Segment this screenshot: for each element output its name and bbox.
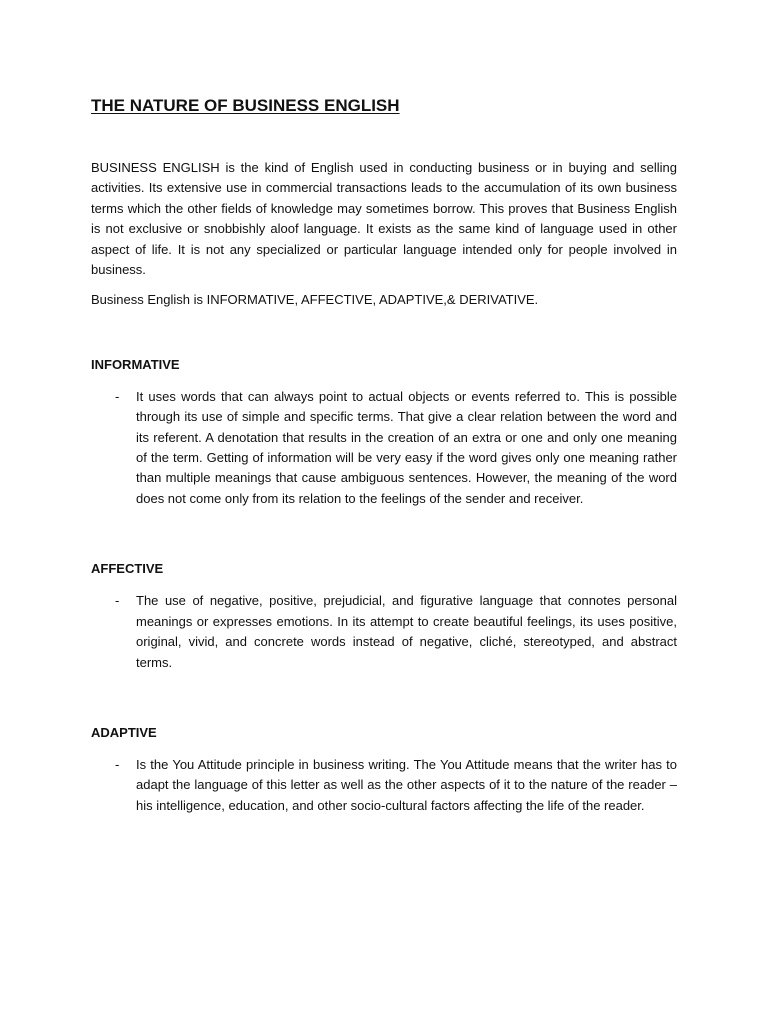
section-heading-informative: INFORMATIVE bbox=[91, 356, 180, 372]
bullet-item bbox=[91, 755, 677, 816]
bullet-item bbox=[91, 591, 677, 673]
bullet-dash: - bbox=[115, 593, 120, 609]
bullet-text-adaptive: Is the You Attitude principle in business writing. The You Attitude means that the writer has to adapt the language of this letter as well as the other aspects of it to the nature of the reader – his intelligence, education, and other socio-cultural factors affecting the life of the reader. bbox=[136, 756, 677, 813]
bullet-dash: - bbox=[115, 756, 120, 772]
section-affective bbox=[91, 559, 677, 673]
section-adaptive bbox=[91, 723, 677, 816]
section-heading-affective: AFFECTIVE bbox=[91, 561, 164, 577]
document-page bbox=[91, 96, 677, 866]
document-title: THE NATURE OF BUSINESS ENGLISH bbox=[91, 96, 400, 115]
bullet-text-informative: It uses words that can always point to actual objects or events referred to. This is possible through its use of simple and specific terms. That give a clear relation between the word and its referent. A denotation that results in the creation of an extra or one and only one meaning of the term. Getting of information will be very easy if the word gives only one meaning rather than multiple meanings that cause ambiguous sentences. However, the meaning of the word does not come only from its relation to the feelings of the sender and receiver. bbox=[136, 388, 677, 506]
bullet-dash: - bbox=[115, 388, 120, 404]
summary-line: Business English is INFORMATIVE, AFFECTIVE, ADAPTIVE,& DERIVATIVE. bbox=[91, 292, 539, 308]
intro-paragraph: BUSINESS ENGLISH is the kind of English used in conducting business or in buying and selling activities. Its extensive use in commercial transactions leads to the accumulation of its own business terms which the other fields of knowledge may sometimes borrow. This proves that Business English is not exclusive or snobbishly aloof language. It exists as the same kind of language used in other aspect of life. It is not any specialized or particular language intended only for people involved in business. bbox=[91, 160, 677, 278]
bullet-item bbox=[91, 387, 677, 509]
section-informative bbox=[91, 355, 677, 509]
bullet-text-affective: The use of negative, positive, prejudicial, and figurative language that connotes personal meanings or expresses emotions. In its attempt to create beautiful feelings, its uses positive, original, vivid, and concrete words instead of negative, cliché, stereotyped, and abstract terms. bbox=[136, 593, 677, 670]
section-heading-adaptive: ADAPTIVE bbox=[91, 724, 157, 740]
